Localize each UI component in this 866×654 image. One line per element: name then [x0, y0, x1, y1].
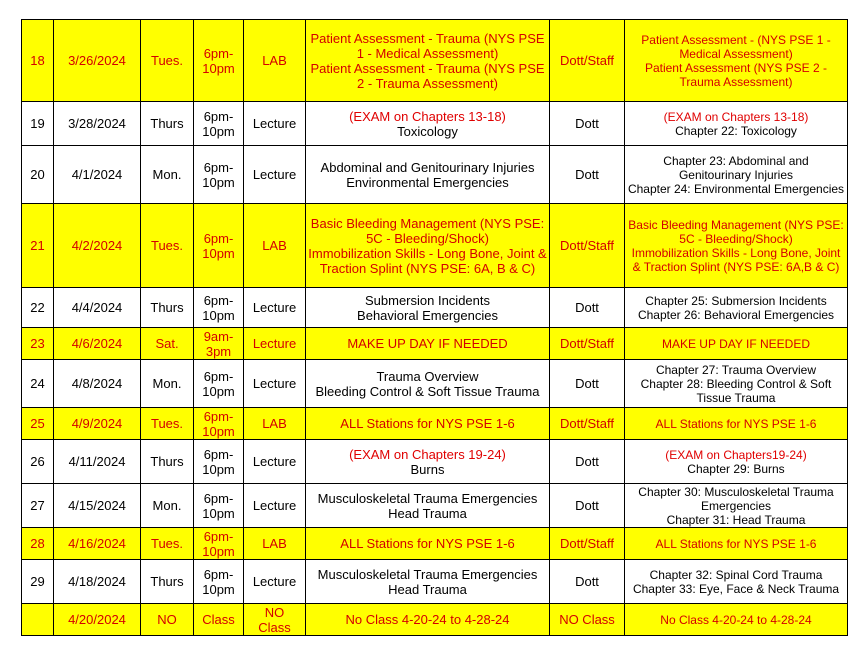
topic-line: ALL Stations for NYS PSE 1-6 — [340, 536, 515, 551]
instructor-cell: Dott — [550, 146, 625, 204]
instructor-cell: Dott/Staff — [550, 528, 625, 560]
class-type-cell: LAB — [244, 20, 306, 102]
notes-line: MAKE UP DAY IF NEEDED — [661, 336, 811, 351]
notes-line: ALL Stations for NYS PSE 1-6 — [655, 416, 817, 431]
instructor-cell: Dott — [550, 288, 625, 328]
time-cell — [194, 360, 244, 408]
time-cell — [194, 528, 244, 560]
topic-line: MAKE UP DAY IF NEEDED — [347, 336, 508, 351]
class-type-cell: Lecture — [244, 360, 306, 408]
class-type-cell: Lecture — [244, 328, 306, 360]
instructor-cell: Dott/Staff — [550, 204, 625, 288]
time-cell — [194, 146, 244, 204]
notes-line: Chapter 22: Toxicology — [675, 123, 797, 138]
notes-cell — [625, 484, 848, 528]
time-cell — [194, 560, 244, 604]
notes-cell — [625, 360, 848, 408]
class-type-cell: LAB — [244, 408, 306, 440]
date-cell: 4/1/2024 — [54, 146, 141, 204]
cell-line: NO — [264, 604, 285, 620]
cell-line: 10pm — [202, 543, 235, 559]
notes-line: Immobilization Skills - Long Bone, Joint & Traction Splint (NYS PSE: 6A,B & C) — [631, 245, 841, 274]
time-cell — [194, 440, 244, 484]
date-cell: 3/26/2024 — [54, 20, 141, 102]
class-type-cell: Lecture — [244, 440, 306, 484]
topic-line: No Class 4-20-24 to 4-28-24 — [345, 612, 510, 627]
topic-cell — [306, 102, 550, 146]
cell-line: 6pm- — [203, 159, 234, 175]
class-number-cell: 25 — [22, 408, 54, 440]
notes-line: (EXAM on Chapters 13-18) — [663, 109, 809, 124]
notes-cell — [625, 528, 848, 560]
topic-cell — [306, 484, 550, 528]
class-number-cell: 26 — [22, 440, 54, 484]
cell-line: 6pm- — [203, 230, 234, 246]
cell-line: 6pm- — [203, 408, 234, 424]
cell-line: 10pm — [202, 174, 235, 190]
time-cell — [194, 328, 244, 360]
notes-cell — [625, 408, 848, 440]
date-cell: 4/9/2024 — [54, 408, 141, 440]
class-type-cell: Lecture — [244, 560, 306, 604]
notes-cell — [625, 20, 848, 102]
topic-line: Basic Bleeding Management (NYS PSE: 5C - Bleeding/Shock) — [310, 215, 545, 246]
time-cell: Class — [194, 604, 244, 636]
topic-cell — [306, 146, 550, 204]
topic-line: Head Trauma — [388, 505, 467, 521]
topic-line: ALL Stations for NYS PSE 1-6 — [340, 416, 515, 431]
topic-cell — [306, 604, 550, 636]
cell-line: Class — [258, 619, 291, 635]
schedule-row — [22, 360, 848, 408]
cell-line: 10pm — [202, 245, 235, 261]
schedule-row — [22, 604, 848, 636]
notes-line: Basic Bleeding Management (NYS PSE: 5C - Bleeding/Shock) — [628, 217, 844, 246]
date-cell: 4/4/2024 — [54, 288, 141, 328]
day-cell: NO — [141, 604, 194, 636]
schedule-row — [22, 146, 848, 204]
topic-line: Musculoskeletal Trauma Emergencies — [317, 490, 538, 506]
day-cell: Tues. — [141, 204, 194, 288]
cell-line: 6pm- — [203, 566, 234, 582]
schedule-row — [22, 204, 848, 288]
date-cell: 4/6/2024 — [54, 328, 141, 360]
topic-cell — [306, 328, 550, 360]
cell-line: 10pm — [202, 505, 235, 521]
class-number-cell: 22 — [22, 288, 54, 328]
cell-line: 6pm- — [203, 528, 234, 544]
notes-line: Chapter 28: Bleeding Control & Soft Tissue Trauma — [640, 376, 832, 405]
day-cell: Thurs — [141, 560, 194, 604]
notes-line: Chapter 25: Submersion Incidents — [645, 293, 827, 308]
topic-line: Burns — [410, 461, 445, 477]
notes-line: Chapter 23: Abdominal and Genitourinary Injuries — [663, 153, 809, 182]
time-cell — [194, 288, 244, 328]
topic-cell — [306, 408, 550, 440]
day-cell: Mon. — [141, 360, 194, 408]
day-cell: Mon. — [141, 484, 194, 528]
class-number-cell: 28 — [22, 528, 54, 560]
topic-line: Head Trauma — [388, 581, 467, 597]
notes-cell — [625, 560, 848, 604]
schedule-row — [22, 102, 848, 146]
instructor-cell: Dott — [550, 360, 625, 408]
topic-line: Patient Assessment - Trauma (NYS PSE 1 - Medical Assessment) — [310, 30, 545, 61]
topic-cell — [306, 20, 550, 102]
topic-line: Bleeding Control & Soft Tissue Trauma — [315, 383, 540, 399]
notes-cell — [625, 102, 848, 146]
schedule-row — [22, 408, 848, 440]
class-type-cell: Lecture — [244, 484, 306, 528]
time-cell — [194, 484, 244, 528]
notes-line: No Class 4-20-24 to 4-28-24 — [660, 612, 812, 627]
notes-line: (EXAM on Chapters19-24) — [665, 447, 807, 462]
time-cell — [194, 102, 244, 146]
date-cell: 4/16/2024 — [54, 528, 141, 560]
class-type-cell — [244, 604, 306, 636]
cell-line: 10pm — [202, 383, 235, 399]
cell-line: 6pm- — [203, 108, 234, 124]
time-cell — [194, 20, 244, 102]
class-number-cell: 27 — [22, 484, 54, 528]
instructor-cell: Dott — [550, 560, 625, 604]
notes-cell — [625, 204, 848, 288]
notes-line: Chapter 30: Musculoskeletal Trauma Emergencies — [638, 484, 834, 513]
notes-line: Patient Assessment (NYS PSE 2 - Trauma Assessment) — [644, 60, 828, 89]
date-cell: 3/28/2024 — [54, 102, 141, 146]
class-number-cell: 29 — [22, 560, 54, 604]
class-number-cell — [22, 604, 54, 636]
date-cell: 4/8/2024 — [54, 360, 141, 408]
class-type-cell: LAB — [244, 204, 306, 288]
date-cell: 4/11/2024 — [54, 440, 141, 484]
notes-cell — [625, 604, 848, 636]
day-cell: Mon. — [141, 146, 194, 204]
topic-line: Toxicology — [397, 123, 458, 139]
topic-line: Behavioral Emergencies — [357, 307, 498, 323]
date-cell: 4/18/2024 — [54, 560, 141, 604]
class-number-cell: 21 — [22, 204, 54, 288]
topic-line: Trauma Overview — [376, 368, 479, 384]
cell-line: 10pm — [202, 307, 235, 323]
notes-cell — [625, 288, 848, 328]
topic-cell — [306, 528, 550, 560]
date-cell: 4/15/2024 — [54, 484, 141, 528]
cell-line: 6pm- — [203, 490, 234, 506]
topic-line: (EXAM on Chapters 19-24) — [349, 446, 506, 462]
day-cell: Sat. — [141, 328, 194, 360]
time-cell — [194, 204, 244, 288]
day-cell: Thurs — [141, 288, 194, 328]
day-cell: Thurs — [141, 440, 194, 484]
topic-cell — [306, 440, 550, 484]
notes-line: Chapter 29: Burns — [687, 461, 785, 476]
schedule-table — [21, 19, 848, 636]
topic-line: Submersion Incidents — [364, 292, 490, 308]
class-type-cell: LAB — [244, 528, 306, 560]
time-cell — [194, 408, 244, 440]
class-type-cell: Lecture — [244, 288, 306, 328]
cell-line: 6pm- — [203, 292, 234, 308]
class-type-cell: Lecture — [244, 102, 306, 146]
day-cell: Tues. — [141, 528, 194, 560]
class-number-cell: 20 — [22, 146, 54, 204]
date-cell: 4/2/2024 — [54, 204, 141, 288]
class-number-cell: 24 — [22, 360, 54, 408]
instructor-cell: Dott/Staff — [550, 328, 625, 360]
topic-line: Musculoskeletal Trauma Emergencies — [317, 566, 538, 582]
schedule-row — [22, 288, 848, 328]
topic-line: Abdominal and Genitourinary Injuries — [320, 159, 535, 175]
notes-line: Patient Assessment - (NYS PSE 1 - Medical Assessment) — [641, 32, 831, 61]
schedule-row — [22, 528, 848, 560]
schedule-row — [22, 328, 848, 360]
cell-line: 6pm- — [203, 368, 234, 384]
topic-line: Environmental Emergencies — [346, 174, 509, 190]
cell-line: 10pm — [202, 423, 235, 439]
topic-cell — [306, 360, 550, 408]
class-number-cell: 18 — [22, 20, 54, 102]
notes-line: Chapter 27: Trauma Overview — [655, 362, 817, 377]
cell-line: 3pm — [205, 343, 232, 359]
schedule-row — [22, 20, 848, 102]
notes-line: Chapter 33: Eye, Face & Neck Trauma — [632, 581, 840, 596]
schedule-row — [22, 484, 848, 528]
instructor-cell: NO Class — [550, 604, 625, 636]
day-cell: Thurs — [141, 102, 194, 146]
schedule-row — [22, 560, 848, 604]
cell-line: 6pm- — [203, 45, 234, 61]
topic-line: Patient Assessment - Trauma (NYS PSE 2 - Trauma Assessment) — [310, 60, 545, 91]
notes-line: Chapter 24: Environmental Emergencies — [627, 181, 845, 196]
notes-cell — [625, 440, 848, 484]
class-type-cell: Lecture — [244, 146, 306, 204]
schedule-row — [22, 440, 848, 484]
cell-line: 9am- — [203, 328, 234, 344]
cell-line: 10pm — [202, 123, 235, 139]
topic-line: Immobilization Skills - Long Bone, Joint & Traction Splint (NYS PSE: 6A, B & C) — [308, 245, 547, 276]
notes-line: Chapter 32: Spinal Cord Trauma — [649, 567, 823, 582]
notes-cell — [625, 146, 848, 204]
cell-line: 10pm — [202, 581, 235, 597]
class-number-cell: 23 — [22, 328, 54, 360]
instructor-cell: Dott — [550, 102, 625, 146]
notes-line: ALL Stations for NYS PSE 1-6 — [655, 536, 817, 551]
topic-cell — [306, 204, 550, 288]
class-number-cell: 19 — [22, 102, 54, 146]
cell-line: 10pm — [202, 60, 235, 76]
notes-line: Chapter 26: Behavioral Emergencies — [637, 307, 835, 322]
day-cell: Tues. — [141, 20, 194, 102]
topic-cell — [306, 560, 550, 604]
instructor-cell: Dott — [550, 484, 625, 528]
instructor-cell: Dott/Staff — [550, 408, 625, 440]
cell-line: 6pm- — [203, 446, 234, 462]
instructor-cell: Dott/Staff — [550, 20, 625, 102]
instructor-cell: Dott — [550, 440, 625, 484]
notes-line: Chapter 31: Head Trauma — [666, 512, 806, 527]
notes-cell — [625, 328, 848, 360]
day-cell: Tues. — [141, 408, 194, 440]
schedule-body — [22, 20, 848, 636]
cell-line: 10pm — [202, 461, 235, 477]
topic-line: (EXAM on Chapters 13-18) — [349, 108, 506, 124]
topic-cell — [306, 288, 550, 328]
date-cell: 4/20/2024 — [54, 604, 141, 636]
